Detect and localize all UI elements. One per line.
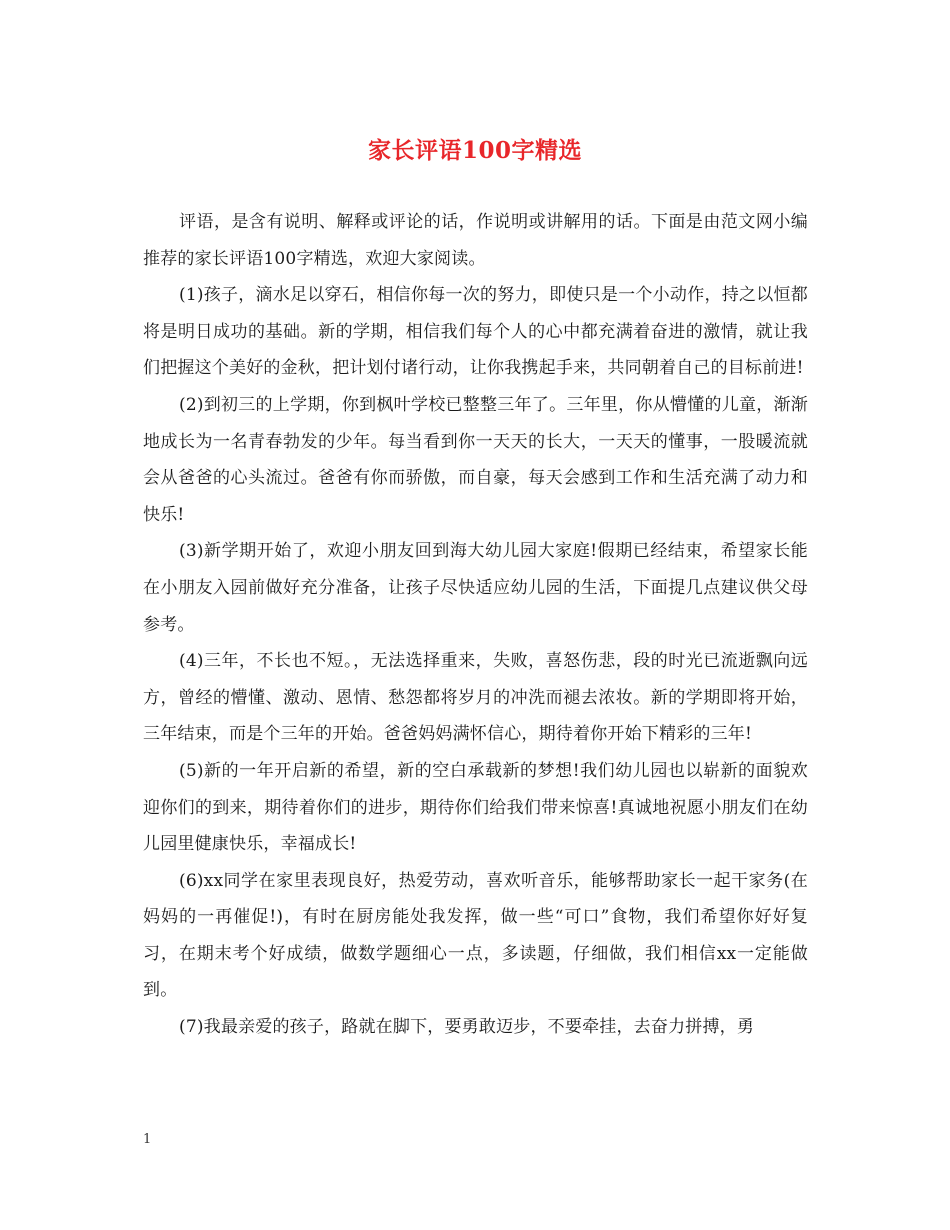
comment-paragraph-3: (3)新学期开始了，欢迎小朋友回到海大幼儿园大家庭!假期已经结束，希望家长能在小朋友入园前做好充分准备，让孩子尽快适应幼儿园的生活，下面提几点建议供父母参考。 — [143, 541, 808, 635]
comment-paragraph-5: (5)新的一年开启新的希望，新的空白承载新的梦想!我们幼儿园也以崭新的面貌欢迎你们的到来，期待着你们的进步，期待你们给我们带来惊喜!真诚地祝愿小朋友们在幼儿园里健康快乐，幸福成长! — [143, 760, 808, 855]
comment-paragraph-1: (1)孩子，滴水足以穿石，相信你每一次的努力，即使只是一个小动作，持之以恒都将是明日成功的基础。新的学期，相信我们每个人的心中都充满着奋进的激情，就让我们把握这个美好的金秋，把计划付诸行动，让你我携起手来，共同朝着自己的目标前进! — [143, 285, 808, 379]
comment-paragraph-2: (2)到初三的上学期，你到枫叶学校已整整三年了。三年里，你从懵懂的儿童，渐渐地成长为一名青春勃发的少年。每当看到你一天天的长大，一天天的懂事，一股暖流就会从爸爸的心头流过。爸爸有你而骄傲，而自豪，每天会感到工作和生活充满了动力和快乐! — [143, 394, 808, 525]
intro-paragraph: 评语，是含有说明、解释或评论的话，作说明或讲解用的话。下面是由范文网小编推荐的家长评语100字精选，欢迎大家阅读。 — [143, 212, 808, 269]
comment-paragraph-6: (6)xx同学在家里表现良好，热爱劳动，喜欢听音乐，能够帮助家长一起干家务(在妈妈的一再催促!)，有时在厨房能处我发挥，做一些“可口”食物，我们希望你好好复习，在期末考个好成绩，做数学题细心一点，多读题，仔细做，我们相信xx一定能做到。 — [143, 870, 808, 1001]
document-title: 家长评语100字精选 — [367, 137, 582, 164]
comment-paragraph-4: (4)三年，不长也不短。，无法选择重来，失败，喜怒伤悲，段的时光已流逝飘向远方，曾经的懵懂、激动、恩情、愁怨都将岁月的冲洗而褪去浓妆。新的学期即将开始，三年结束，而是个三年的开始。爸爸妈妈满怀信心，期待着你开始下精彩的三年! — [143, 651, 808, 745]
comment-paragraph-7: (7)我最亲爱的孩子，路就在脚下，要勇敢迈步，不要牵挂，去奋力拼搏，勇 — [179, 1017, 755, 1038]
document-body — [143, 204, 808, 1046]
page-number: 1 — [143, 1132, 152, 1147]
